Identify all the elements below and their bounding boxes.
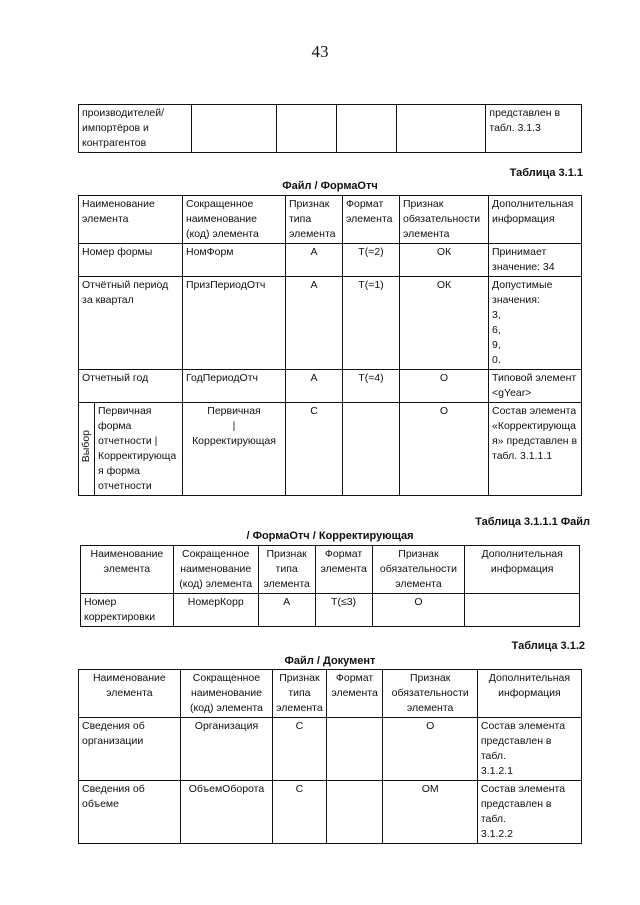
cell: О (372, 594, 465, 627)
page-number: 43 (311, 42, 329, 61)
table-row (79, 403, 582, 496)
cell: ПризПериодОтч (183, 277, 286, 370)
cell: ОК (400, 244, 489, 277)
cell: НомерКорр (173, 594, 258, 627)
table-header-row (79, 670, 582, 718)
cell: Т(=2) (343, 244, 400, 277)
header-cell: Наименование элемента (79, 670, 181, 718)
cell: ГодПериодОтч (183, 370, 286, 403)
cell: Принимает значение: 34 (489, 244, 582, 277)
table-title: Файл / Документ (284, 655, 376, 667)
table-row (79, 244, 582, 277)
header-cell: Наименование элемента (79, 196, 183, 244)
cell (277, 105, 336, 153)
cell: Отчётный период за квартал (79, 277, 183, 370)
table-3-1-2 (78, 669, 582, 844)
header-cell: Наименование элемента (81, 546, 174, 594)
table-title: Файл / ФормаОтч (282, 180, 378, 192)
cell: ОМ (383, 781, 477, 844)
header-cell: Дополнительная информация (465, 546, 580, 594)
cell: Первичная | Корректирующая (183, 403, 286, 496)
cell: производителей/ импортёров и контрагентов (79, 105, 192, 153)
header-cell: Признак типа элемента (258, 546, 315, 594)
cell (326, 718, 383, 781)
table-header-row (79, 196, 582, 244)
cell: Допустимые значения: 3, 6, 9, 0. (489, 277, 582, 370)
cell: Т(=1) (343, 277, 400, 370)
cell: Состав элемента «Корректирующа я» представлен в табл. 3.1.1.1 (489, 403, 582, 496)
header-cell: Формат элемента (343, 196, 400, 244)
cell (326, 781, 383, 844)
cell: Сведения об организации (79, 718, 181, 781)
cell: Отчетный год (79, 370, 183, 403)
table-row (79, 277, 582, 370)
cell: Т(=4) (343, 370, 400, 403)
table-row (81, 594, 580, 627)
cell (396, 105, 486, 153)
table-row (79, 718, 582, 781)
table-title: / ФормаОтч / Корректирующая (246, 530, 414, 542)
cell (465, 594, 580, 627)
cell: Состав элемента представлен в табл. 3.1.2.2 (477, 781, 581, 844)
cell (343, 403, 400, 496)
cell (191, 105, 277, 153)
cell: Состав элемента представлен в табл. 3.1.2.1 (477, 718, 581, 781)
header-cell: Признак обязательности элемента (372, 546, 465, 594)
header-cell: Признак типа элемента (273, 670, 326, 718)
header-cell: Признак типа элемента (286, 196, 343, 244)
table-label: Таблица 3.1.1 (509, 167, 583, 179)
cell: Номер формы (79, 244, 183, 277)
table-header-row (81, 546, 580, 594)
cell: НомФорм (183, 244, 286, 277)
cell: О (400, 403, 489, 496)
cell: Типовой элемент <gYear> (489, 370, 582, 403)
table-3-1-1 (78, 195, 582, 496)
cell: А (258, 594, 315, 627)
cell: А (286, 277, 343, 370)
cell: О (383, 718, 477, 781)
cell: ОбъемОборота (180, 781, 272, 844)
cell: С (286, 403, 343, 496)
table-3-1-1-1 (80, 545, 580, 627)
cell (336, 105, 396, 153)
table-label: Таблица 3.1.1.1 Файл (475, 516, 590, 528)
cell: Организация (180, 718, 272, 781)
header-cell: Признак обязательности элемента (400, 196, 489, 244)
header-cell: Сокращенное наименование (код) элемента (173, 546, 258, 594)
cell: А (286, 370, 343, 403)
header-cell: Дополнительная информация (477, 670, 581, 718)
cell: О (400, 370, 489, 403)
header-cell: Сокращенное наименование (код) элемента (180, 670, 272, 718)
cell: Первичная форма отчетности | Корректирующа я форма отчетности (95, 403, 183, 496)
table-label: Таблица 3.1.2 (511, 640, 585, 652)
choice-cell (79, 403, 95, 496)
header-cell: Сокращенное наименование (код) элемента (183, 196, 286, 244)
header-cell: Дополнительная информация (489, 196, 582, 244)
cell: Сведения об объеме (79, 781, 181, 844)
cell: ОК (400, 277, 489, 370)
continuation-table (78, 104, 582, 153)
cell: С (273, 781, 326, 844)
choice-label: Выбор (80, 430, 92, 463)
cell: С (273, 718, 326, 781)
table-row (79, 781, 582, 844)
header-cell: Признак обязательности элемента (383, 670, 477, 718)
header-cell: Формат элемента (326, 670, 383, 718)
cell: представлен в табл. 3.1.3 (486, 105, 582, 153)
header-cell: Формат элемента (315, 546, 372, 594)
cell: А (286, 244, 343, 277)
cell: Т(≤3) (315, 594, 372, 627)
cell: Номер корректировки (81, 594, 174, 627)
table-row (79, 370, 582, 403)
